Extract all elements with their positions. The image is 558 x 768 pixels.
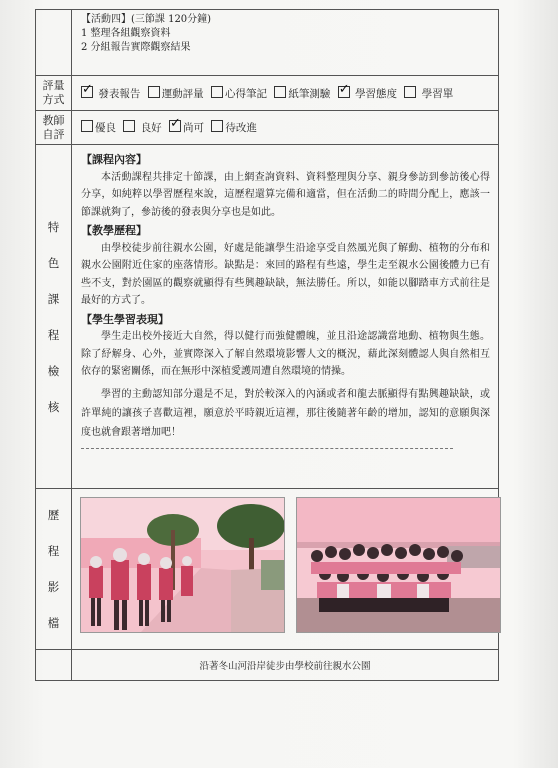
empty-box-icon[interactable] [81, 120, 93, 132]
checked-box-icon[interactable] [338, 86, 350, 98]
empty-box-icon[interactable] [123, 120, 135, 132]
activity-label-cell [36, 10, 72, 76]
review-option-good[interactable] [123, 122, 161, 134]
eval-option-worksheet[interactable] [404, 88, 453, 100]
group-photo-image [297, 498, 500, 632]
evaluation-label-line2: 方式 [42, 93, 65, 106]
empty-box-icon[interactable] [211, 86, 223, 98]
course-review-label [36, 145, 72, 489]
teacher-review-label-line1: 教師 [42, 113, 65, 127]
label-char: 影 [47, 580, 60, 594]
evaluation-label [36, 76, 72, 111]
eval-option-label: 學習態度 [355, 87, 398, 100]
eval-option-attitude[interactable] [338, 88, 397, 100]
eval-option-notes[interactable] [211, 88, 267, 100]
eval-option-label: 心得筆記 [225, 87, 268, 100]
eval-option-exercise[interactable] [148, 88, 204, 100]
teacher-review-options [72, 111, 499, 145]
eval-option-label: 學習單 [421, 87, 454, 100]
label-char: 檢 [47, 363, 60, 378]
label-char: 檔 [47, 616, 60, 630]
photo-group-students [296, 497, 501, 633]
dashed-divider [81, 448, 453, 449]
empty-box-icon[interactable] [404, 86, 416, 98]
course-content-heading: 【課程內容】 [81, 153, 147, 166]
activity-step-1: 1 整理各組觀察資料 [81, 28, 171, 39]
review-option-label: 優良 [95, 122, 116, 134]
caption-label-cell [36, 650, 72, 681]
review-option-label: 尚可 [183, 122, 205, 134]
checked-box-icon[interactable] [169, 120, 181, 132]
photo-students-walking [80, 497, 285, 633]
label-char: 課 [47, 291, 60, 306]
review-option-excellent[interactable] [81, 122, 116, 134]
student-performance-heading: 【學生學習表現】 [81, 312, 169, 326]
teacher-review-label [36, 111, 72, 145]
empty-box-icon[interactable] [274, 86, 286, 98]
eval-option-label: 發表報告 [98, 87, 141, 100]
course-review-content [72, 145, 499, 489]
activity-record-table [35, 9, 499, 681]
label-char: 程 [47, 327, 60, 342]
review-option-improve[interactable] [211, 122, 257, 134]
eval-option-report[interactable] [81, 88, 140, 100]
activity-step-2: 2 分組報告實際觀察結果 [81, 42, 191, 53]
eval-option-label: 運動評量 [161, 87, 204, 100]
empty-box-icon[interactable] [148, 86, 160, 98]
label-char: 色 [47, 255, 60, 270]
review-option-fair[interactable] [169, 122, 204, 134]
evaluation-label-line1: 評量 [42, 79, 65, 92]
student-performance-text-1: 學生走出校外接近大自然，得以健行而強健體魄，並且沿途認識當地動、植物與生態。除了紓解身、心外，並實際深入了解自然環境影響人文的概況，藉此深刻體認人與自然相互依存的緊密關係，而在無形中深植愛護周遭自然環境的情操。 [81, 331, 490, 377]
photo-caption: 沿著冬山河沿岸徒步由學校前往親水公園 [72, 650, 499, 681]
label-char: 特 [47, 219, 60, 234]
review-option-label: 待改進 [225, 122, 257, 134]
walking-photo-image [81, 498, 284, 632]
course-content-text: 本活動課程共排定十節課，由上網查詢資料、資料整理與分享、親身參訪到參訪後心得分享，如純粹以學習歷程來說，這歷程還算完備和適當，但在活動二的時間分配上，應該一節課就夠了，參訪後的發表與分享也是如此。 [81, 171, 490, 218]
activity-cell [72, 10, 499, 76]
empty-box-icon[interactable] [211, 120, 223, 132]
evaluation-options [72, 76, 499, 111]
student-performance-text-2: 學習的主動認知部分還是不足，對於較深入的內涵或者和龍去脈顯得有點興趣缺缺，或許單純的讓孩子喜歡這裡，願意於平時親近這裡，那往後隨著年齡的增加，認知的意願與深度也就會跟著增加吧！ [81, 388, 490, 438]
photo-cell [72, 489, 499, 650]
checked-box-icon[interactable] [81, 86, 93, 98]
teaching-process-text: 由學校徒步前往親水公園，好處是能讓學生沿途享受自然風光與了解動、植物的分布和親水公園附近住家的座落情形。缺點是：來回的路程有些遠，學生走至親水公園後體力已有些不支，對於園區的觀察就顯得有些興趣缺缺，無法勝任。所以，如能以腳踏車方式前往是最好的方式了。 [81, 242, 490, 306]
teaching-process-heading: 【教學歷程】 [81, 224, 147, 237]
label-char: 核 [47, 399, 60, 414]
label-char: 程 [47, 544, 60, 558]
teacher-review-label-line2: 自評 [42, 127, 65, 141]
review-option-label: 良好 [140, 122, 162, 134]
label-char: 歷 [47, 508, 60, 522]
eval-option-test[interactable] [274, 88, 330, 100]
activity-title: 【活動四】(三節課 120分鐘) [81, 14, 212, 25]
portfolio-label [36, 489, 72, 650]
eval-option-label: 紙筆測驗 [288, 87, 331, 100]
